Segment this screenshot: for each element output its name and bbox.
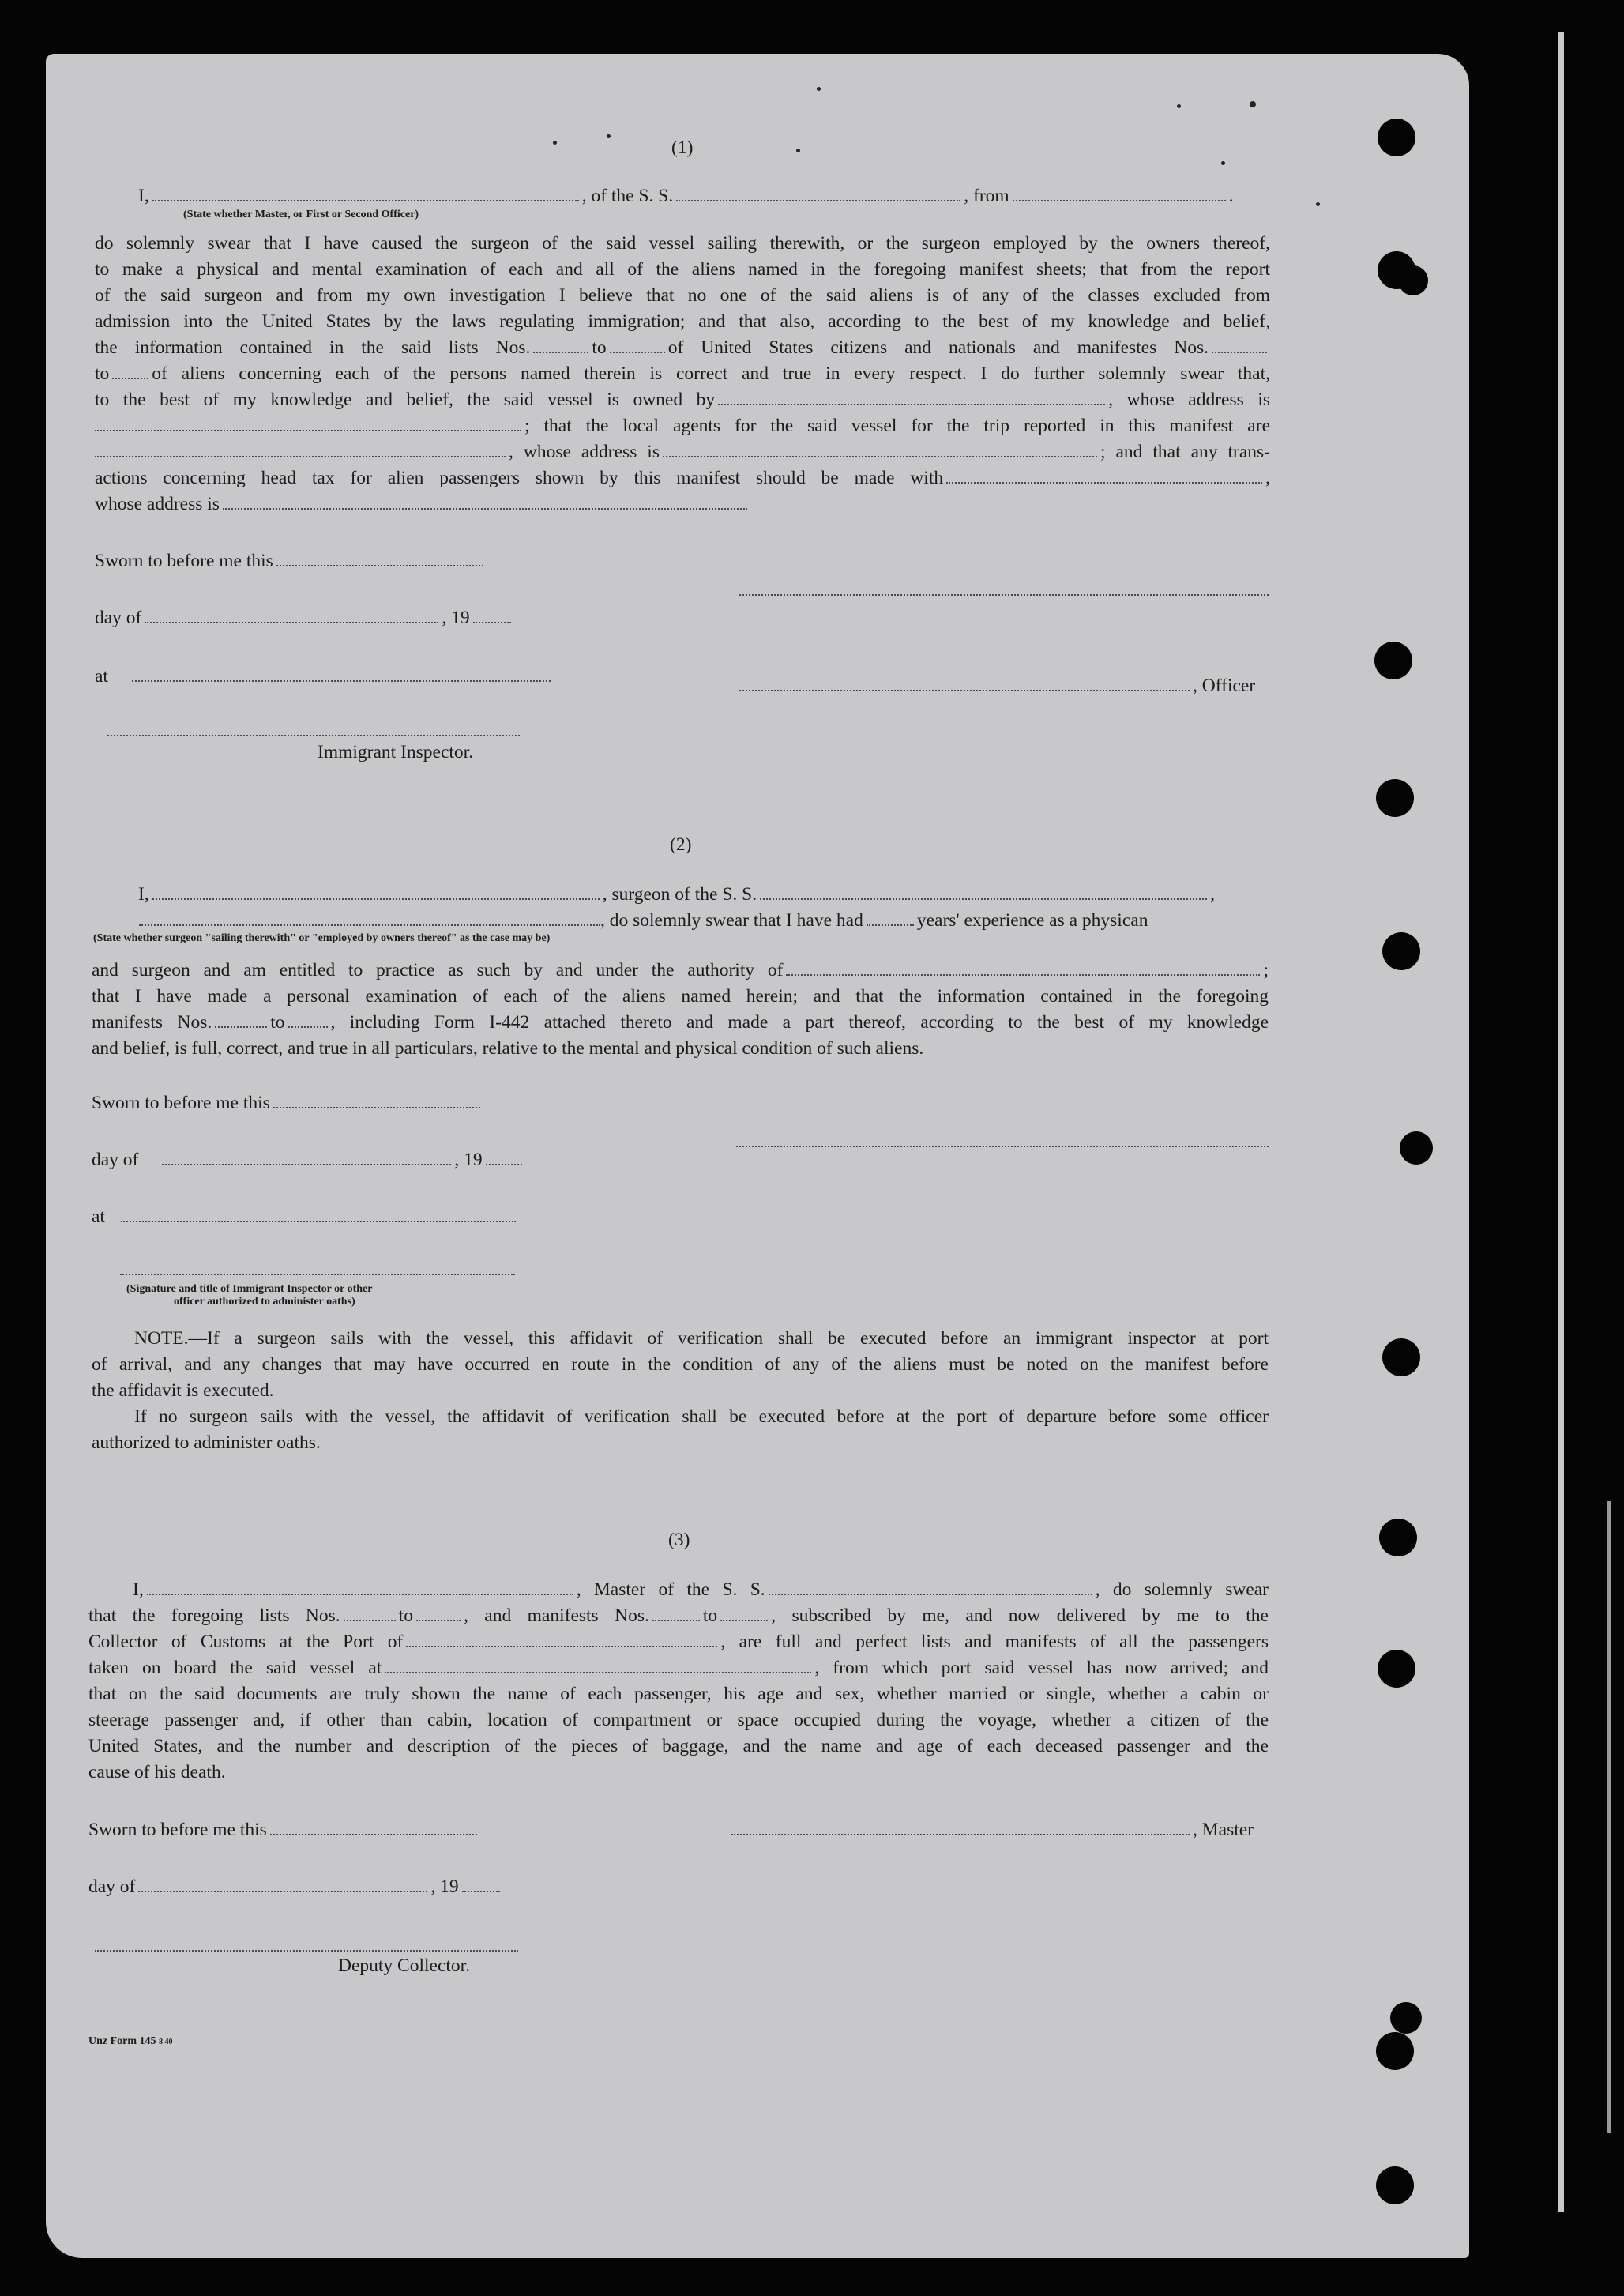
punch-hole — [1378, 1650, 1415, 1688]
s3-collector-line: Collector of Customs at the Port of , are full and perfect lists and manifests of all the passengers — [88, 1632, 1269, 1652]
punch-hole — [1378, 119, 1415, 156]
punch-hole — [1400, 1131, 1433, 1165]
punch-hole — [1379, 1519, 1417, 1556]
section-3-number: (3) — [668, 1530, 690, 1550]
s1-agents-line: ; that the local agents for the said vessel for the trip reported in this manifest are — [95, 413, 1270, 439]
s2-sig-caption: officer authorized to administer oaths) — [174, 1296, 355, 1308]
s2-belief-line: and belief, is full, correct, and true in all particulars, relative to the mental and physical condition of such aliens. — [92, 1038, 924, 1059]
s1-at: at — [95, 664, 554, 690]
s3-intro: I, , Master of the S. S. , do solemnly swear — [133, 1579, 1269, 1600]
s1-intro: I, , of the S. S. , from . — [138, 186, 1234, 206]
s2-inspector-line — [120, 1274, 515, 1275]
s1-officer: , Officer — [739, 673, 1255, 699]
punch-hole — [1398, 265, 1428, 295]
ink-speck — [817, 87, 821, 91]
s2-day-of: day of , 19 — [92, 1147, 525, 1173]
punch-hole — [1374, 642, 1412, 679]
s2-caption-line — [139, 924, 600, 926]
ink-speck — [1250, 101, 1256, 107]
s2-note-line: the affidavit is executed. — [92, 1380, 274, 1401]
s2-note-line: If no surgeon sails with the vessel, the affidavit of verification shall be executed before at the port of departure before some officer — [134, 1406, 1269, 1427]
s2-note-line: authorized to administer oaths. — [92, 1432, 321, 1453]
s2-examination-line: that I have made a personal examination of each of the aliens named herein; and that the information contained in the foregoing — [92, 986, 1269, 1007]
s3-deputy-line — [95, 1950, 518, 1952]
s3-para-line: that on the said documents are truly shown the name of each passenger, his age and sex, whether married or single, whether a cabin or — [88, 1684, 1269, 1704]
s1-signature-line — [739, 594, 1269, 596]
s2-manifests-line: manifests Nos. to , including Form I-442 attached thereto and made a part thereof, according to the best of my knowledge — [92, 1012, 1269, 1033]
s1-aliens-line: to of aliens concerning each of the persons named therein is correct and true in every respect. I do further solemnly swear that, — [95, 363, 1270, 384]
s1-headtax-line: actions concerning head tax for alien passengers shown by this manifest should be made with , — [95, 468, 1270, 488]
form-number: Unz Form 145 8 40 — [88, 2035, 173, 2047]
s1-para-line: do solemnly swear that I have caused the surgeon of the said vessel sailing therewith, or the surgeon employed by the owners thereof, — [95, 233, 1270, 254]
s2-note-line: NOTE.—If a surgeon sails with the vessel, this affidavit of verification shall be executed before an immigrant inspector at port — [134, 1328, 1269, 1349]
s1-immigrant-inspector: Immigrant Inspector. — [318, 742, 474, 762]
s3-deputy-collector: Deputy Collector. — [338, 1955, 471, 1976]
s3-para-line: United States, and the number and description of the pieces of baggage, and the name and age of each deceased passenger and the — [88, 1736, 1269, 1756]
s2-sig-caption: (Signature and title of Immigrant Inspector or other — [126, 1283, 373, 1295]
s2-signature-line — [736, 1146, 1269, 1147]
punch-hole — [1390, 2002, 1422, 2034]
s1-address-line: whose address is — [95, 491, 750, 518]
s3-para-line: steerage passenger and, if other than cabin, location of compartment or space occupied during the voyage, whether a citizen of the — [88, 1710, 1269, 1730]
s2-note-line: of arrival, and any changes that may have occurred en route in the condition of any of the aliens must be noted on the manifest before — [92, 1354, 1269, 1375]
punch-hole — [1376, 2032, 1414, 2070]
s1-agents-address-line: , whose address is ; and that any trans- — [95, 439, 1270, 465]
s2-caption: (State whether surgeon "sailing therewith" or "employed by owners thereof" as the case may be) — [93, 932, 551, 944]
s2-authority-line: and surgeon and am entitled to practice as such by and under the authority of ; — [92, 960, 1269, 981]
s2-sworn: Sworn to before me this — [92, 1090, 483, 1116]
ink-speck — [796, 149, 800, 152]
ink-speck — [1177, 104, 1181, 108]
s1-para-line: to make a physical and mental examination of each and all of the aliens named in the foregoing manifest sheets; that from the report — [95, 259, 1270, 280]
s3-taken-line: taken on board the said vessel at , from which port said vessel has now arrived; and — [88, 1658, 1269, 1678]
s3-sworn: Sworn to before me this — [88, 1817, 480, 1843]
page-edge — [1558, 32, 1564, 2212]
section-1-number: (1) — [671, 137, 694, 158]
punch-hole — [1376, 2166, 1414, 2204]
s3-last-line: cause of his death. — [88, 1762, 226, 1782]
ink-speck — [1221, 161, 1225, 165]
s1-lists-line: the information contained in the said lists Nos. to of United States citizens and nationals and manifestes Nos. — [95, 335, 1270, 361]
s1-sworn: Sworn to before me this — [95, 548, 487, 574]
punch-hole — [1382, 1338, 1420, 1376]
punch-hole — [1376, 779, 1414, 817]
s1-day-of: day of , 19 — [95, 605, 514, 631]
s1-caption: (State whether Master, or First or Second Officer) — [183, 209, 419, 220]
s3-day-of: day of , 19 — [88, 1874, 503, 1900]
s1-owned-line: to the best of my knowledge and belief, the said vessel is owned by , whose address is — [95, 390, 1270, 410]
s1-inspector-line — [107, 735, 520, 736]
ink-speck — [1316, 202, 1320, 206]
s1-para-line: of the said surgeon and from my own investigation I believe that no one of the said aliens is of any of the classes excluded from — [95, 285, 1270, 306]
ink-speck — [553, 141, 557, 145]
s3-master: , Master — [731, 1817, 1254, 1843]
s2-intro: I, , surgeon of the S. S. , — [138, 884, 1215, 905]
ink-speck — [607, 134, 611, 138]
section-2-number: (2) — [670, 834, 692, 855]
s1-para-line: admission into the United States by the laws regulating immigration; and that also, according to the best of my knowledge and belief, — [95, 311, 1270, 332]
page-edge-shadow — [1607, 1501, 1611, 2133]
s2-swear: , do solemnly swear that I have had years' experience as a physican — [600, 910, 1148, 931]
punch-hole — [1382, 932, 1420, 970]
s2-at: at — [92, 1204, 519, 1230]
s3-lists-line: that the foregoing lists Nos. to , and manifests Nos. to , subscribed by me, and now delivered by me to the — [88, 1605, 1269, 1626]
